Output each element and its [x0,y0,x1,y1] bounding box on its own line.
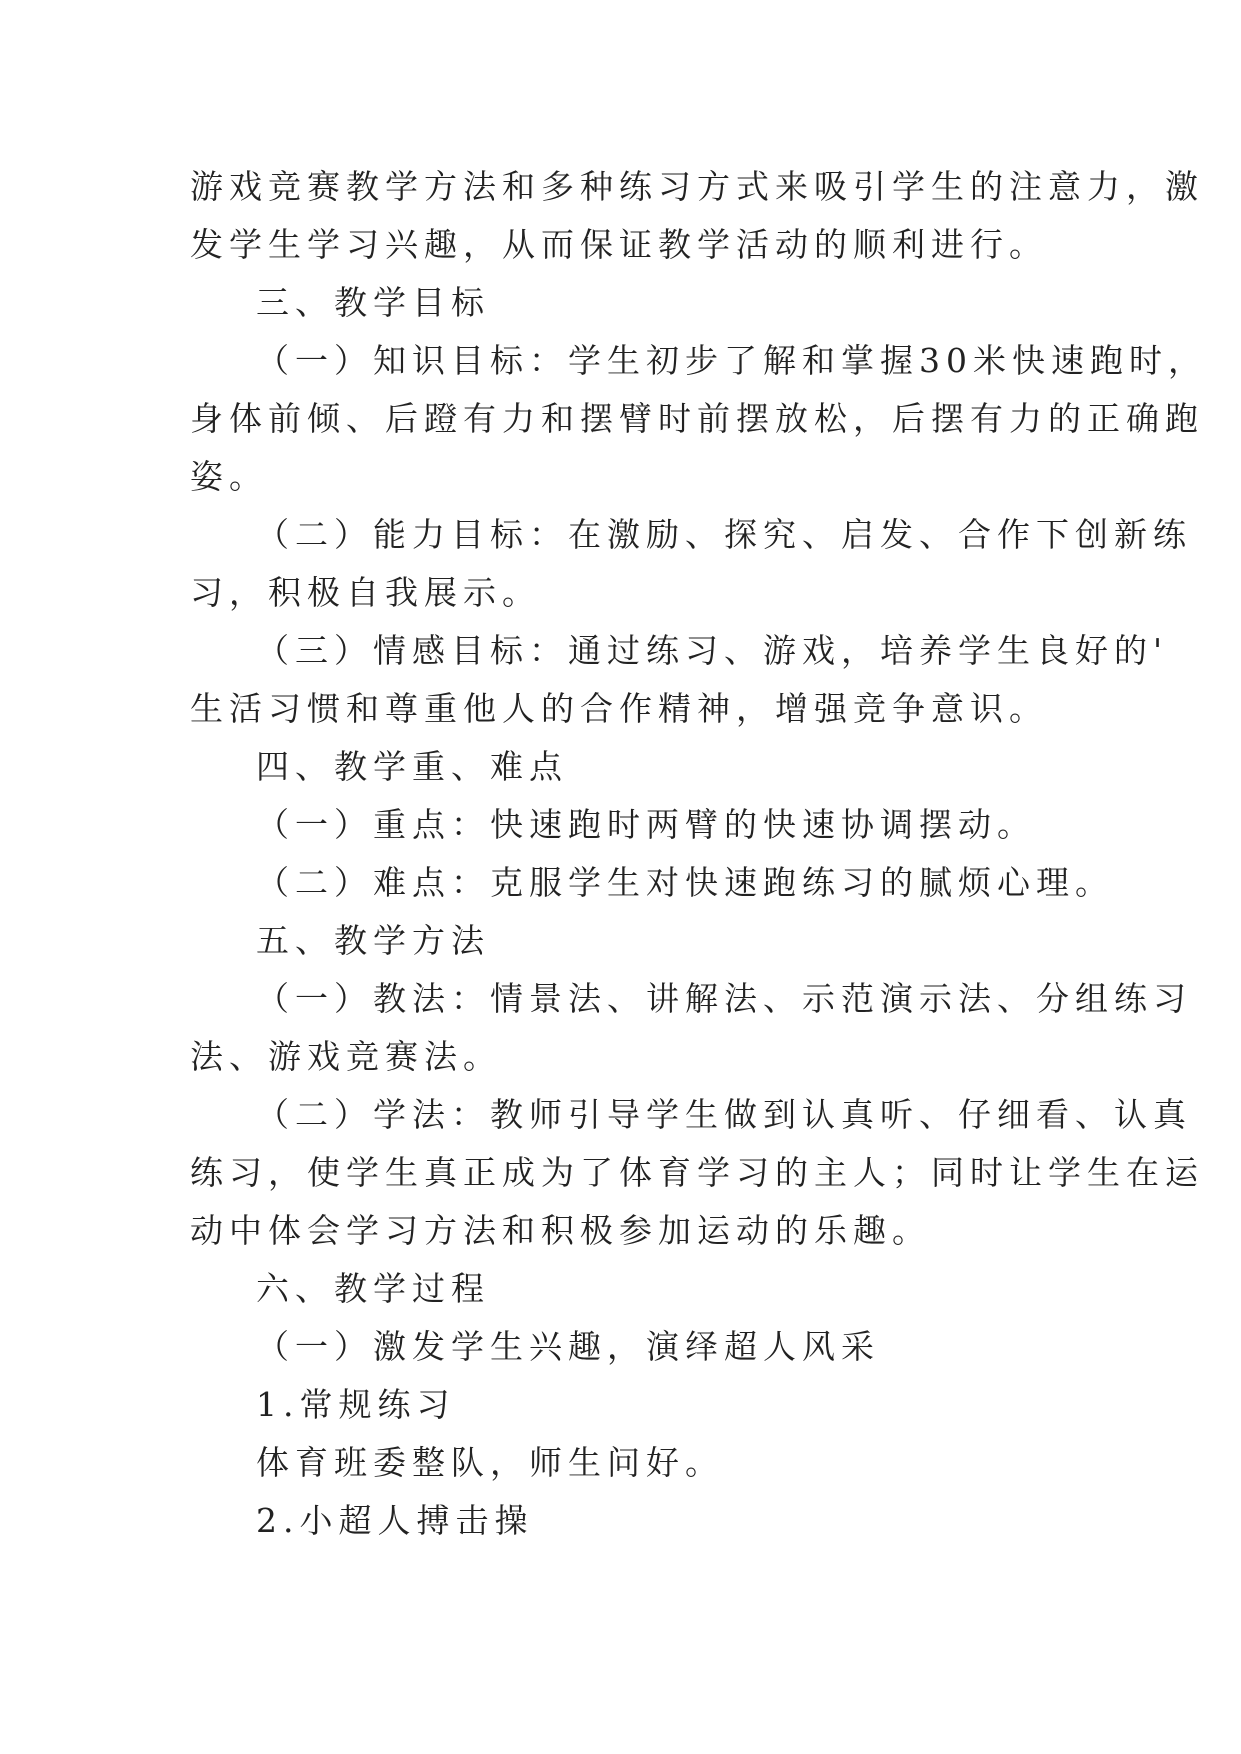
paragraph-line: 游戏竞赛教学方法和多种练习方式来吸引学生的注意力，激 [190,167,1204,206]
document-body [190,158,1207,1550]
paragraph-line: 发学生学习兴趣，从而保证教学活动的顺利进行。 [190,225,1048,264]
section-heading: 四、教学重、难点 [256,747,568,786]
section-heading: 五、教学方法 [256,921,490,960]
paragraph-line: （一）知识目标：学生初步了解和掌握30米快速跑时， [256,341,1207,380]
paragraph-line: 练习，使学生真正成为了体育学习的主人；同时让学生在运 [190,1153,1204,1192]
paragraph-line: 身体前倾、后蹬有力和摆臂时前摆放松，后摆有力的正确跑 [190,399,1204,438]
paragraph-line: （二）能力目标：在激励、探究、启发、合作下创新练 [256,515,1192,554]
section-heading: 三、教学目标 [256,283,490,322]
paragraph-line: （二）难点：克服学生对快速跑练习的腻烦心理。 [256,863,1114,902]
paragraph-line: 姿。 [190,457,268,496]
paragraph-line: （一）重点：快速跑时两臂的快速协调摆动。 [256,805,1036,844]
paragraph-line: 动中体会学习方法和积极参加运动的乐趣。 [190,1211,931,1250]
paragraph-line: 生活习惯和尊重他人的合作精神，增强竞争意识。 [190,689,1048,728]
paragraph-line: 习，积极自我展示。 [190,573,541,612]
numbered-item: 1.常规练习 [256,1385,456,1424]
paragraph-line: （一）教法：情景法、讲解法、示范演示法、分组练习 [256,979,1192,1018]
paragraph-line: （三）情感目标：通过练习、游戏，培养学生良好的' [256,631,1169,670]
paragraph-line: （二）学法：教师引导学生做到认真听、仔细看、认真 [256,1095,1192,1134]
section-heading: 六、教学过程 [256,1269,490,1308]
paragraph-line: 体育班委整队，师生问好。 [256,1443,724,1482]
numbered-item: 2.小超人搏击操 [256,1501,534,1540]
paragraph-line: 法、游戏竞赛法。 [190,1037,502,1076]
subsection-heading: （一）激发学生兴趣，演绎超人风采 [256,1327,880,1366]
